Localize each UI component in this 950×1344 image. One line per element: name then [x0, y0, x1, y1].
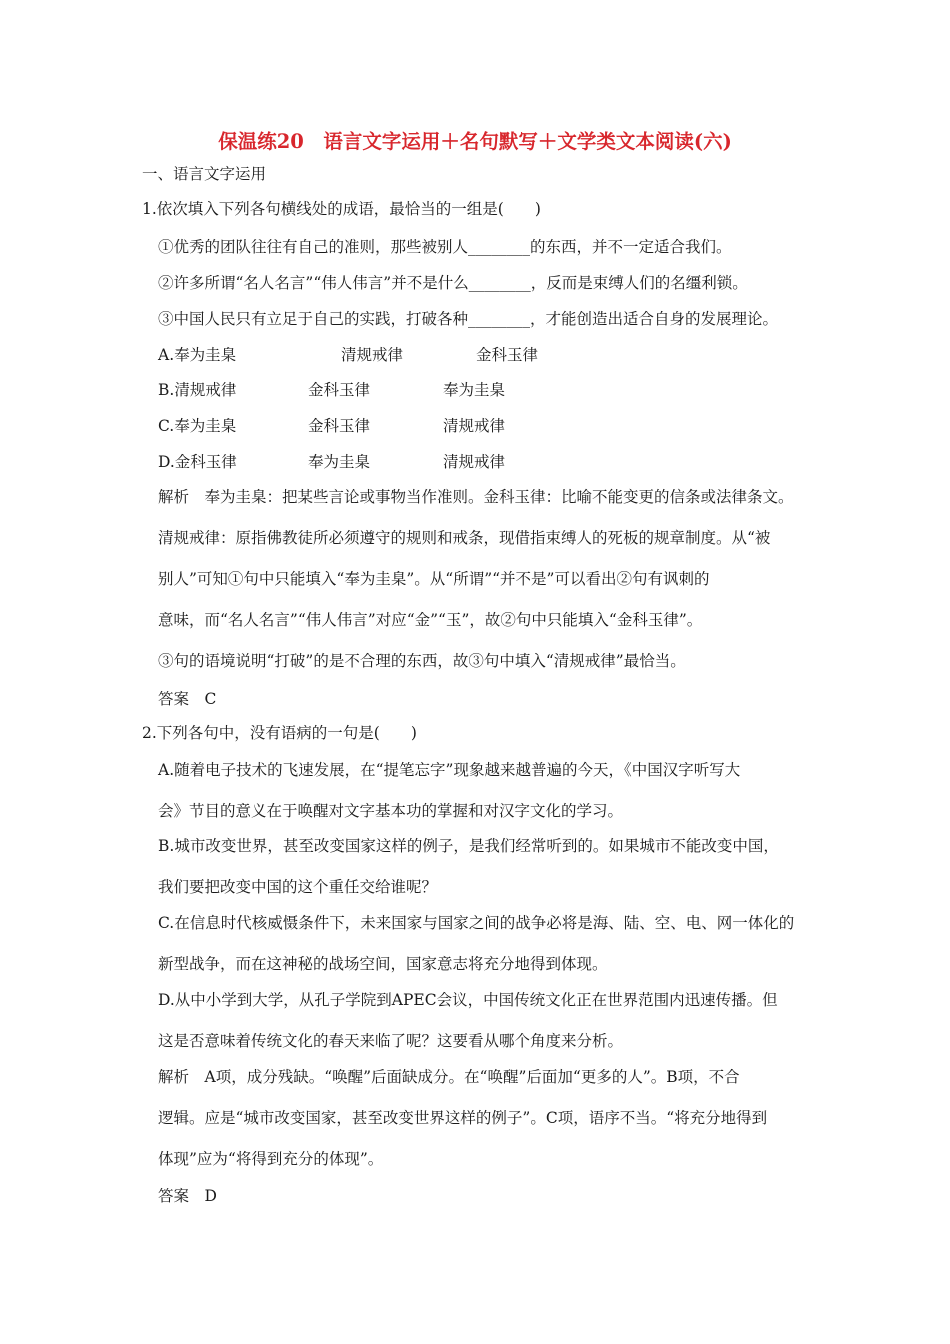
q1-analysis-line-2: 清规戒律：原指佛教徒所必须遵守的规则和戒条，现借指束缚人的死板的规章制度。从“被 — [158, 529, 771, 547]
q2-analysis-line-3: 体现”应为“将得到充分的体现”。 — [158, 1150, 384, 1168]
q2-option-d-line-2: 这是否意味着传统文化的春天来临了呢？这要看从哪个角度来分析。 — [158, 1032, 624, 1050]
question-1-sentence-3: ③中国人民只有立足于自己的实践，打破各种________，才能创造出适合自身的发展理论。 — [158, 310, 779, 328]
question-1-stem: 1.依次填入下列各句横线处的成语，最恰当的一组是( ) — [142, 200, 541, 218]
q2-option-a-line-1: A.随着电子技术的飞速发展，在“提笔忘字”现象越来越普遍的今天，《中国汉字听写大 — [158, 761, 741, 779]
page-title: 保温练20 语言文字运用＋名句默写＋文学类文本阅读(六) — [218, 130, 732, 153]
q2-option-c-line-2: 新型战争，而在这神秘的战场空间，国家意志将充分地得到体现。 — [158, 955, 608, 973]
q2-answer: 答案 D — [158, 1187, 217, 1205]
q2-option-a-line-2: 会》节目的意义在于唤醒对文字基本功的掌握和对汉字文化的学习。 — [158, 802, 624, 820]
q2-option-b-line-2: 我们要把改变中国的这个重任交给谁呢？ — [158, 878, 438, 896]
q2-analysis-line-2: 逻辑。应是“城市改变国家，甚至改变世界这样的例子”。C项，语序不当。“将充分地得到 — [158, 1109, 768, 1127]
q1-option-a-2: 清规戒律 — [341, 346, 404, 364]
q1-option-c-1: C.奉为圭臬 — [158, 417, 237, 435]
section-heading: 一、语言文字运用 — [142, 165, 267, 183]
q1-option-d-2: 奉为圭臬 — [308, 453, 371, 471]
q2-option-c-line-1: C.在信息时代核威慑条件下，未来国家与国家之间的战争必将是海、陆、空、电、网一体化的 — [158, 914, 795, 932]
q1-answer: 答案 C — [158, 690, 217, 708]
q2-option-d-line-1: D.从中小学到大学，从孔子学院到APEC会议，中国传统文化正在世界范围内迅速传播。但 — [158, 991, 778, 1009]
q1-option-c-2: 金科玉律 — [308, 417, 371, 435]
q2-option-b-line-1: B.城市改变世界，甚至改变国家这样的例子，是我们经常听到的。如果城市不能改变中国， — [158, 837, 779, 855]
q1-analysis-line-4: 意味，而“名人名言”“伟人伟言”对应“金”“玉”，故②句中只能填入“金科玉律”。 — [158, 611, 703, 629]
question-2-stem: 2.下列各句中，没有语病的一句是( ) — [142, 724, 417, 742]
question-1-sentence-2: ②许多所谓“名人名言”“伟人伟言”并不是什么________，反而是束缚人们的名缰利锁。 — [158, 274, 748, 292]
q1-option-b-1: B.清规戒律 — [158, 381, 237, 399]
q1-analysis-line-1: 解析 奉为圭臬：把某些言论或事物当作准则。金科玉律：比喻不能变更的信条或法律条文。 — [158, 488, 794, 506]
q1-analysis-line-5: ③句的语境说明“打破”的是不合理的东西，故③句中填入“清规戒律”最恰当。 — [158, 652, 686, 670]
q1-option-d-3: 清规戒律 — [443, 453, 506, 471]
q1-option-c-3: 清规戒律 — [443, 417, 506, 435]
q1-option-b-3: 奉为圭臬 — [443, 381, 506, 399]
q1-option-a-1: A.奉为圭臬 — [158, 346, 237, 364]
q1-option-a-3: 金科玉律 — [476, 346, 539, 364]
q1-option-d-1: D.金科玉律 — [158, 453, 237, 471]
q1-option-b-2: 金科玉律 — [308, 381, 371, 399]
question-1-sentence-1: ①优秀的团队往往有自己的准则，那些被别人________的东西，并不一定适合我们。 — [158, 238, 732, 256]
q1-analysis-line-3: 别人”可知①句中只能填入“奉为圭臬”。从“所谓”“并不是”可以看出②句有讽刺的 — [158, 570, 710, 588]
q2-analysis-line-1: 解析 A项，成分残缺。“唤醒”后面缺成分。在“唤醒”后面加“更多的人”。B项，不合 — [158, 1068, 740, 1086]
